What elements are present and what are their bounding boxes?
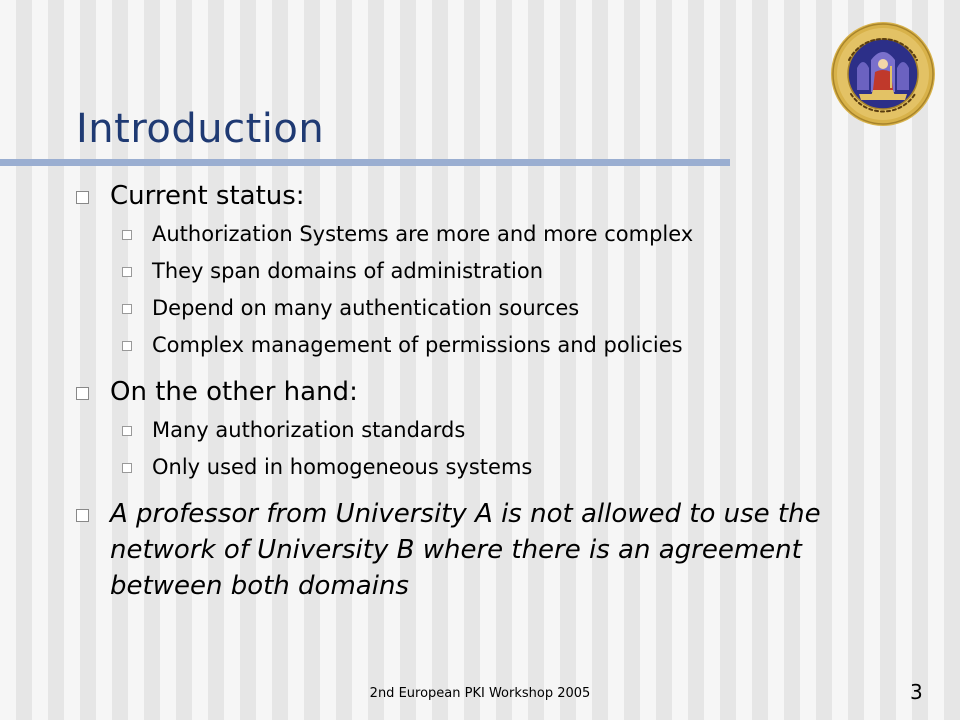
square-bullet-icon — [76, 387, 89, 400]
slide-title: Introduction — [76, 106, 325, 152]
square-bullet-icon — [122, 230, 132, 240]
subitem — [76, 412, 916, 449]
subitem-text: Depend on many authentication sources — [152, 296, 580, 320]
square-bullet-icon — [122, 304, 132, 314]
bullet-current-status — [76, 178, 916, 214]
square-bullet-icon — [122, 463, 132, 473]
page-number: 3 — [910, 680, 923, 704]
subitem — [76, 253, 916, 290]
subitem-text: Complex management of permissions and policies — [152, 333, 683, 357]
sublist-current-status — [76, 216, 916, 364]
bullet-professor-example — [76, 496, 916, 604]
subitem — [76, 449, 916, 486]
bullet-text: Current status: — [110, 181, 305, 211]
subitem-text: They span domains of administration — [152, 259, 544, 283]
bullet-text: A professor from University A is not allowed to use the network of University B where there is an agreement between both domains — [110, 499, 821, 601]
square-bullet-icon — [122, 426, 132, 436]
subitem-text: Many authorization standards — [152, 418, 466, 442]
bullet-list — [76, 178, 916, 604]
square-bullet-icon — [122, 341, 132, 351]
subitem — [76, 216, 916, 253]
square-bullet-icon — [76, 509, 89, 522]
subitem — [76, 290, 916, 327]
bullet-text: On the other hand: — [110, 377, 358, 407]
subitem — [76, 327, 916, 364]
subitem-text: Only used in homogeneous systems — [152, 455, 533, 479]
subitem-text: Authorization Systems are more and more complex — [152, 222, 694, 246]
bullet-other-hand — [76, 374, 916, 410]
square-bullet-icon — [76, 191, 89, 204]
square-bullet-icon — [122, 267, 132, 277]
sublist-other-hand — [76, 412, 916, 486]
title-underline — [0, 159, 730, 166]
university-seal-icon — [829, 20, 937, 128]
footer-text: 2nd European PKI Workshop 2005 — [369, 686, 591, 701]
